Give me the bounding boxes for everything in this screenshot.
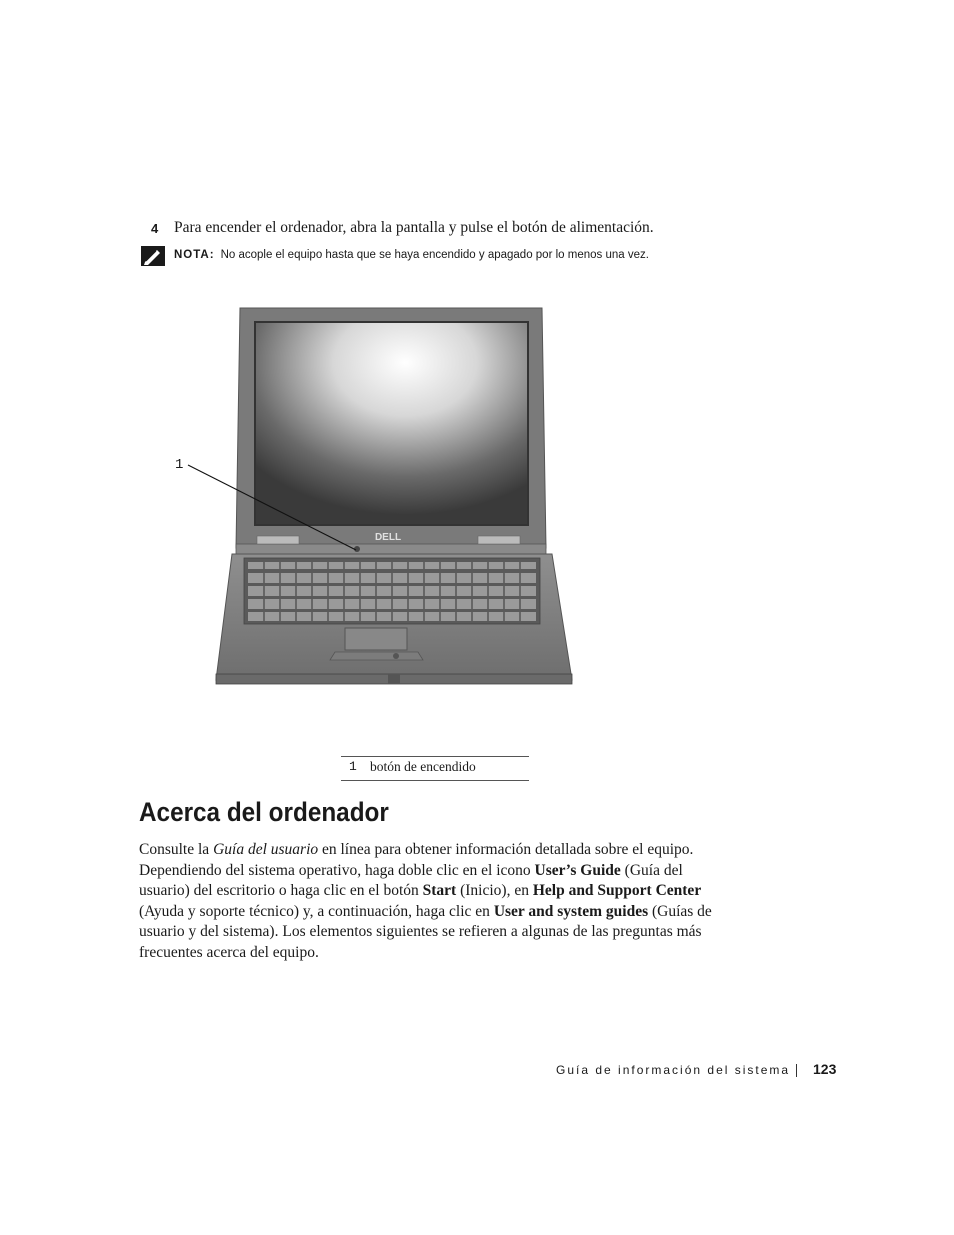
callout-number: 1 — [175, 457, 184, 473]
legend-top-rule — [341, 756, 529, 757]
users-guide-icon-name: User’s Guide — [534, 861, 621, 879]
note-body: No acople el equipo hasta que se haya encendido y apagado por lo menos una vez. — [220, 249, 649, 261]
guide-title: Guía del usuario — [213, 841, 319, 858]
footer-separator — [796, 1064, 797, 1077]
note-text — [174, 249, 649, 261]
legend-label: botón de encendido — [370, 759, 476, 774]
laptop-illustration — [160, 300, 590, 700]
footer-title: Guía de información del sistema — [556, 1063, 791, 1077]
help-center-name: Help and Support Center — [532, 882, 702, 899]
page-number: 123 — [813, 1061, 837, 1077]
section-heading: Acerca del ordenador — [139, 797, 389, 827]
legend-number: 1 — [349, 759, 357, 774]
pencil-note-icon — [141, 246, 165, 266]
legend-bottom-rule — [341, 780, 529, 781]
note-label: NOTA: — [174, 249, 215, 261]
step-text: Para encender el ordenador, abra la pantalla y pulse el botón de alimentación. — [174, 219, 654, 236]
section-paragraph: Consulte la Guía del usuario en línea para obtener información detallada sobre el equipo. Dependiendo del sistema operativo, haga doble clic en el icono User’s Guide (Guía del usuario) del escritorio o haga clic en el botón Start (Inicio), en Help and Support Center (Ayuda y soporte técnico) y, a continuación, haga clic en User and system guides (Guías de usuario y del sistema). Los elementos siguientes se refieren a algunas de las preguntas más frecuentes acerca del equipo. — [139, 841, 712, 961]
step-number: 4 — [151, 221, 159, 236]
start-button-name: Start — [422, 882, 457, 899]
dell-logo: DELL — [374, 532, 402, 543]
system-guides-name: User and system guides — [493, 902, 649, 920]
